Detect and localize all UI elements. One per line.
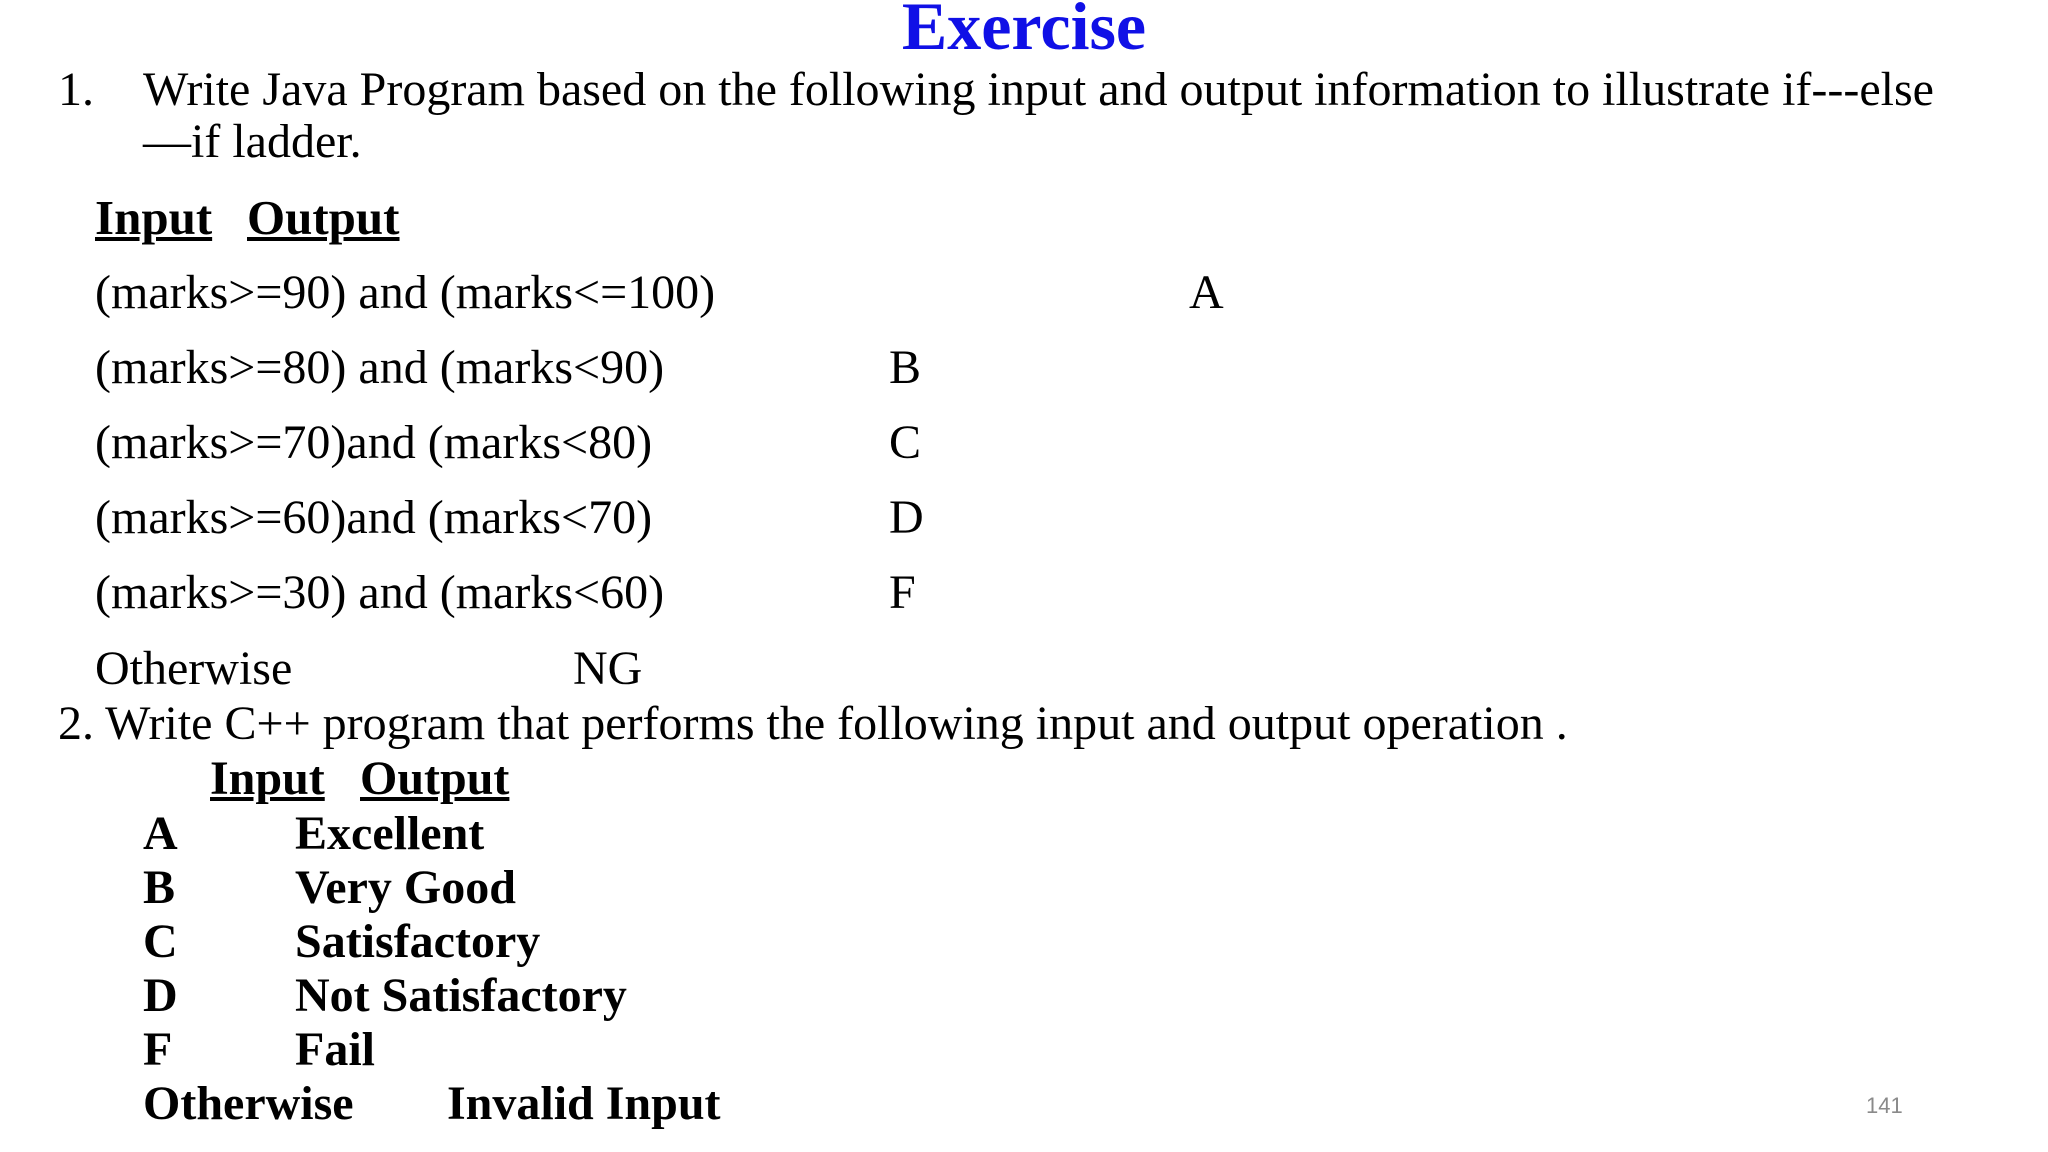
q1-row-output: B (889, 341, 922, 394)
q2-row-input: A (143, 807, 178, 860)
q2-row-input: Otherwise (143, 1077, 354, 1130)
q1-row-input: (marks>=30) and (marks<60) (95, 566, 665, 619)
q2-row-input: C (143, 915, 178, 968)
q1-row-output: F (889, 566, 916, 619)
q1-row-input: (marks>=70)and (marks<80) (95, 416, 653, 469)
q2-row-input: D (143, 969, 178, 1022)
q2-row-input: B (143, 861, 176, 914)
q1-row-input: (marks>=60)and (marks<70) (95, 491, 653, 544)
q1-row-output: D (889, 491, 924, 544)
q1-row-input: Otherwise (95, 642, 293, 695)
page-number: 141 (1866, 1093, 1903, 1118)
question-1-text-line-2: —if ladder. (143, 115, 362, 168)
q2-row-output: Very Good (295, 861, 516, 914)
question-1-text-line-1: Write Java Program based on the following input and output information to illustrate if---else (143, 63, 1934, 116)
q1-row-input: (marks>=80) and (marks<90) (95, 341, 665, 394)
q2-row-output: Satisfactory (295, 915, 541, 968)
q2-row-output: Excellent (295, 807, 485, 860)
q2-header-input: Input (210, 752, 325, 805)
q1-row-output: NG (573, 642, 643, 695)
q1-row-input: (marks>=90) and (marks<=100) (95, 266, 716, 319)
q2-header-output: Output (360, 752, 510, 805)
q2-row-output: Fail (295, 1023, 375, 1076)
slide-title: Exercise (901, 0, 1147, 64)
q2-row-input: F (143, 1023, 173, 1076)
q1-header-input: Input (95, 190, 213, 245)
question-2-text: 2. Write C++ program that performs the following input and output operation . (58, 697, 1568, 750)
q1-row-output: C (889, 416, 922, 469)
q2-row-output: Invalid Input (447, 1077, 721, 1130)
question-1-number: 1. (58, 63, 94, 116)
q2-row-output: Not Satisfactory (295, 969, 627, 1022)
q1-header-output: Output (247, 190, 400, 245)
q1-row-output: A (1189, 266, 1224, 319)
